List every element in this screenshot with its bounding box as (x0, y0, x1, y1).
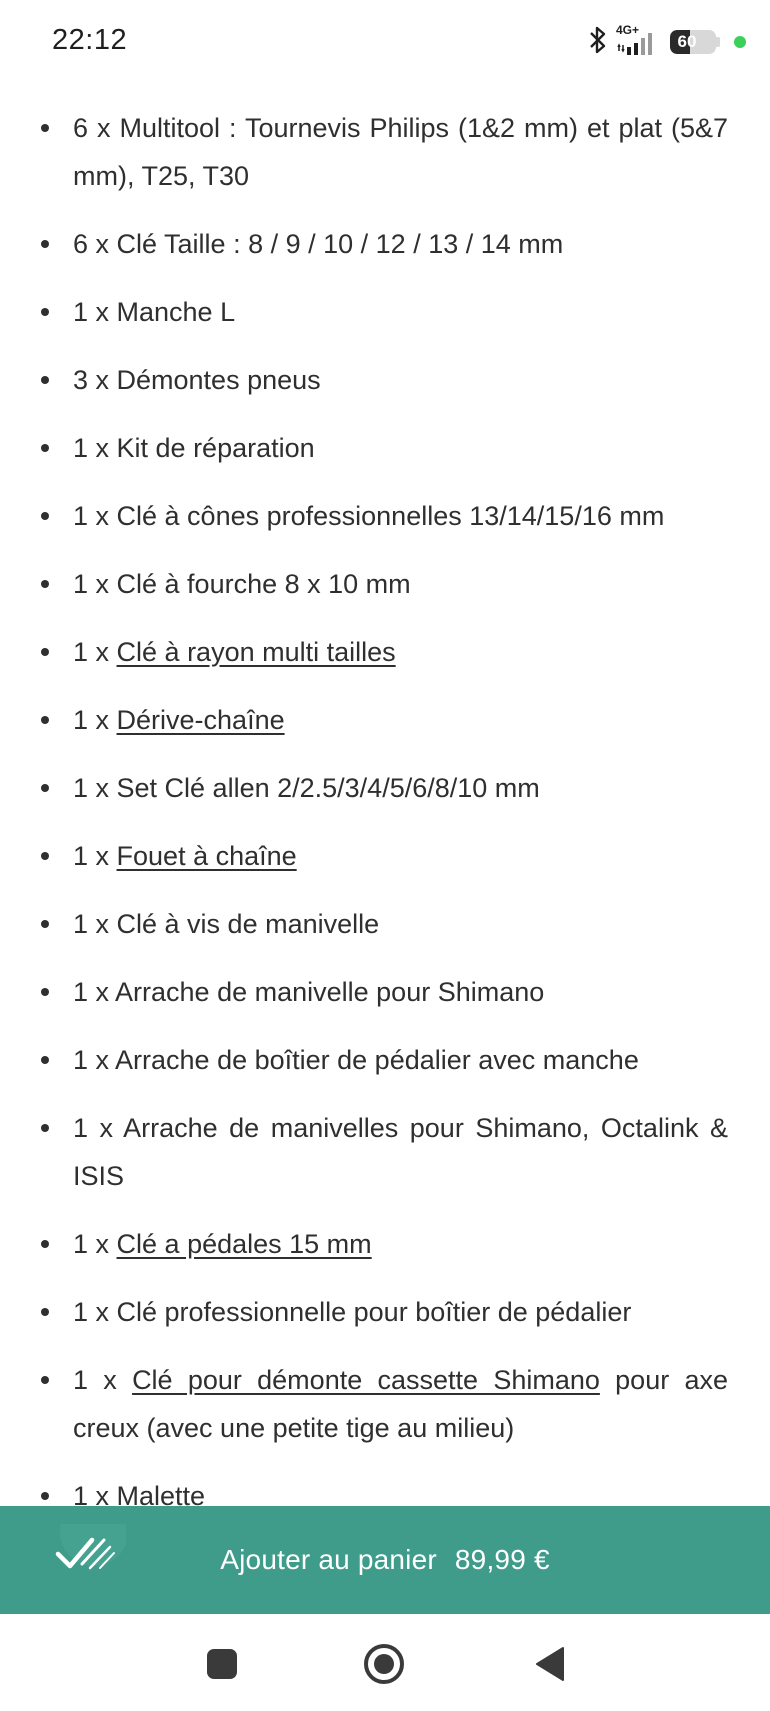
network-type-label: 4G+ (616, 23, 640, 37)
home-circle-icon[interactable] (362, 1642, 406, 1686)
list-item (0, 104, 770, 200)
list-item (0, 424, 770, 472)
item-text: 1 x Kit de réparation (73, 433, 315, 463)
item-list (0, 104, 770, 1506)
product-link[interactable]: Clé à rayon multi tailles (116, 637, 396, 667)
signal-icon (616, 25, 662, 59)
list-item (0, 492, 770, 540)
cart-price: 89,99 € (454, 1544, 550, 1575)
item-text: 1 x (73, 841, 117, 871)
item-text: 1 x Manche L (73, 297, 236, 327)
add-to-cart-button[interactable] (0, 1506, 770, 1614)
list-item (0, 1356, 770, 1452)
list-item (0, 288, 770, 336)
item-text: 1 x Clé à vis de manivelle (73, 909, 380, 939)
status-icons (588, 22, 746, 62)
list-item (0, 1472, 770, 1506)
list-item (0, 1220, 770, 1268)
product-contents[interactable] (0, 86, 770, 1506)
item-text: 1 x Arrache de boîtier de pédalier avec manche (73, 1045, 639, 1075)
double-check-icon (48, 1524, 126, 1578)
battery-icon (670, 30, 720, 54)
add-to-cart-label: Ajouter au panier (220, 1544, 437, 1575)
system-nav-bar (0, 1614, 770, 1711)
item-text: 6 x Clé Taille : 8 / 9 / 10 / 12 / 13 / 14 mm (73, 229, 564, 259)
item-text: 1 x Clé professionnelle pour boîtier de pédalier (73, 1297, 632, 1327)
item-text: 1 x Arrache de manivelle pour Shimano (73, 977, 545, 1007)
item-text: 1 x Clé à cônes professionnelles 13/14/15/16 mm (73, 501, 665, 531)
bluetooth-icon (588, 25, 608, 60)
list-item (0, 1104, 770, 1200)
list-item (0, 764, 770, 812)
list-item (0, 900, 770, 948)
list-item (0, 220, 770, 268)
product-link[interactable]: Fouet à chaîne (116, 841, 297, 871)
recents-square-icon[interactable] (200, 1642, 244, 1686)
product-link[interactable]: Clé a pédales 15 mm (116, 1229, 372, 1259)
item-text: 1 x Clé à fourche 8 x 10 mm (73, 569, 411, 599)
list-item (0, 560, 770, 608)
battery-level-text: 60 (677, 32, 697, 51)
list-item (0, 1288, 770, 1336)
item-text: 1 x (73, 705, 117, 735)
product-link[interactable]: Dérive-chaîne (116, 705, 285, 735)
item-text: 1 x Arrache de manivelles pour Shimano, Octalink & ISIS (73, 1113, 728, 1191)
list-item (0, 968, 770, 1016)
item-text: 1 x Set Clé allen 2/2.5/3/4/5/6/8/10 mm (73, 773, 540, 803)
item-text: 1 x (73, 1229, 117, 1259)
list-item (0, 696, 770, 744)
item-text: pour axe creux (avec une petite tige au milieu) (73, 1365, 729, 1443)
notification-dot-icon (734, 36, 746, 48)
item-text: 3 x Démontes pneus (73, 365, 321, 395)
item-text: 6 x Multitool : Tournevis Philips (1&2 mm) et plat (5&7 mm), T25, T30 (73, 113, 728, 191)
status-bar (0, 0, 770, 86)
status-time: 22:12 (52, 24, 128, 56)
item-text: 1 x (73, 637, 117, 667)
list-item (0, 628, 770, 676)
product-link[interactable]: Clé pour démonte cassette Shimano (132, 1365, 600, 1395)
list-item (0, 832, 770, 880)
item-text: 1 x Malette (73, 1481, 206, 1506)
list-item (0, 356, 770, 404)
item-text: 1 x (73, 1365, 133, 1395)
list-item (0, 1036, 770, 1084)
back-triangle-icon[interactable] (528, 1642, 572, 1686)
